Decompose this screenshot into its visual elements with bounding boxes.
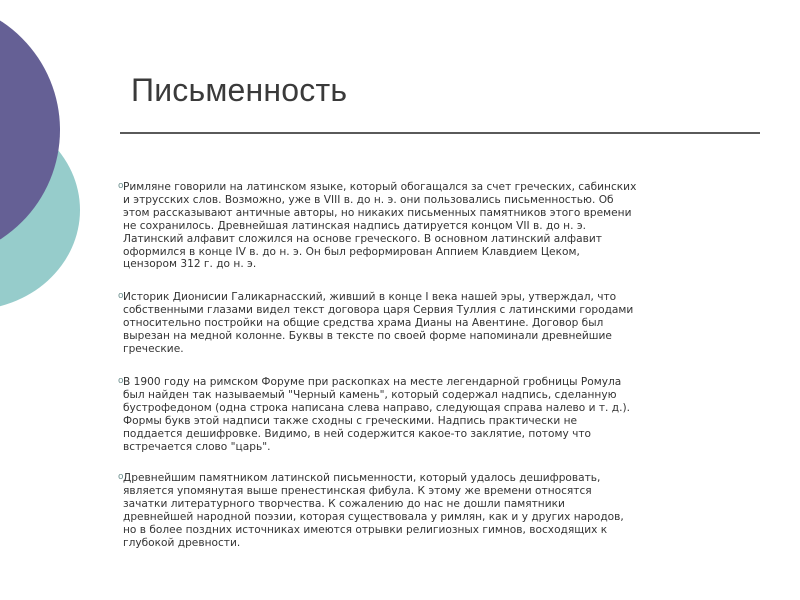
bullet-icon: o <box>118 472 124 482</box>
paragraph-1: Римляне говорили на латинском языке, который обогащался за счет греческих, сабинских и этрусских слов. Возможно, уже в VIII в. до н. э. они пользовались письменностью. Об этом рассказывают античные авторы, но никаких письменных памятников этого времени не сохранилось. Древнейшая латинская надпись датируется концом VII в. до н. э. Латинский алфавит сложился на основе греческого. В основном латинский алфавит оформился в конце IV в. до н. э. Он был реформирован Аппием Клавдием Цеком, цензором 312 г. до н. э. <box>123 181 637 271</box>
title-divider <box>120 132 760 134</box>
bullet-icon: o <box>118 376 124 386</box>
bullet-icon: o <box>118 291 124 301</box>
paragraph-4: Древнейшим памятником латинской письменности, который удалось дешифровать, является упомянутая выше пренестинская фибула. К этому же времени относятся зачатки литературного творчества. К сожалению до нас не дошли памятники древнейшей народной поэзии, которая существовала у римлян, как и у других народов, но в более поздних источниках имеются отрывки религиозных гимнов, восходящих к глубокой древности. <box>123 472 624 549</box>
paragraph-2: Историк Дионисии Галикарнасский, живший в конце I века нашей эры, утверждал, что собственными глазами видел текст договора царя Сервия Туллия с латинскими городами относительно постройки на общие средства храма Дианы на Авентине. Договор был вырезан на медной колонне. Буквы в тексте по своей форме напоминали древнейшие греческие. <box>123 291 634 355</box>
paragraph-3: В 1900 году на римском Форуме при раскопках на месте легендарной гробницы Ромула был найден так называемый "Черный камень", который содержал надпись, сделанную бустрофедоном (одна строка написана слева направо, следующая справа налево и т. д.). Формы букв этой надписи также сходны с греческими. Надпись практически не поддается дешифровке. Видимо, в ней содержится какое-то заклятие, потому что встречается слово "царь". <box>123 376 630 453</box>
slide-title: Письменность <box>131 72 348 108</box>
bullet-icon: o <box>118 181 124 191</box>
